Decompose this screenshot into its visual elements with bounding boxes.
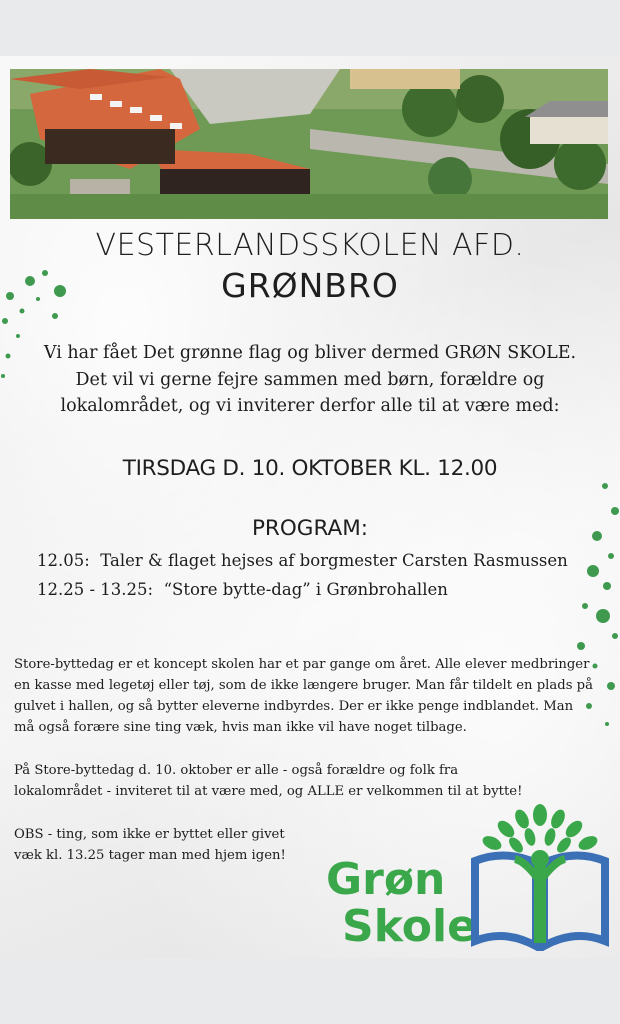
green-splatter-left (0, 261, 80, 391)
title-line-1: VESTERLANDSSKOLEN AFD. (95, 228, 525, 263)
logo-word-skole: Skole (342, 901, 477, 952)
program-text: “Store bytte-dag” i Grønbrohallen (163, 580, 448, 599)
program-item (37, 580, 448, 599)
bottom-frame (0, 958, 620, 1024)
obs-paragraph (14, 824, 314, 866)
paragraph-line: På Store-byttedag d. 10. oktober er alle - også forældre og folk fra (14, 763, 459, 778)
top-frame (0, 0, 620, 56)
paragraph-line: lokalområdet - inviteret til at være med, og ALLE er velkommen til at bytte! (14, 784, 523, 799)
title-line-2: GRØNBRO (221, 266, 399, 305)
intro-line: lokalområdet, og vi inviterer derfor alle til at være med: (60, 396, 560, 416)
paragraph-line: må også forære sine ting væk, hvis man ikke vil have noget tilbage. (14, 720, 467, 735)
program-heading: PROGRAM: (251, 516, 369, 541)
program-time: 12.25 - 13.25: (37, 580, 154, 599)
program-text: Taler & flaget hejses af borgmester Carsten Rasmussen (100, 551, 568, 570)
program-item (37, 551, 568, 570)
paragraph-line: en kasse med legetøj eller tøj, som de ikke længere bruger. Man får tildelt en plads på (14, 678, 593, 693)
intro-line: Vi har fået Det grønne flag og bliver dermed GRØN SKOLE. (43, 343, 577, 363)
logo-word-gron: Grøn (326, 854, 446, 905)
invitation-paragraph (14, 760, 604, 802)
paragraph-line: væk kl. 13.25 tager man med hjem igen! (14, 848, 286, 863)
intro-text (20, 340, 600, 420)
green-splatter-right (545, 476, 620, 736)
paragraph-line: OBS - ting, som ikke er byttet eller givet (14, 827, 285, 842)
paragraph-line: Store-byttedag er et koncept skolen har et par gange om året. Alle elever medbringer (14, 657, 590, 672)
intro-line: Det vil vi gerne fejre sammen med børn, forældre og (75, 369, 545, 390)
poster (0, 56, 620, 958)
school-photo (10, 69, 608, 219)
paragraph-line: gulvet i hallen, og så bytter eleverne indbyrdes. Der er ikke penge indblandet. Man (14, 699, 574, 714)
event-date: TIRSDAG D. 10. OKTOBER KL. 12.00 (122, 456, 498, 481)
program-time: 12.05: (37, 551, 90, 570)
tree-book-logo-icon (470, 801, 610, 951)
concept-paragraph (14, 654, 604, 738)
